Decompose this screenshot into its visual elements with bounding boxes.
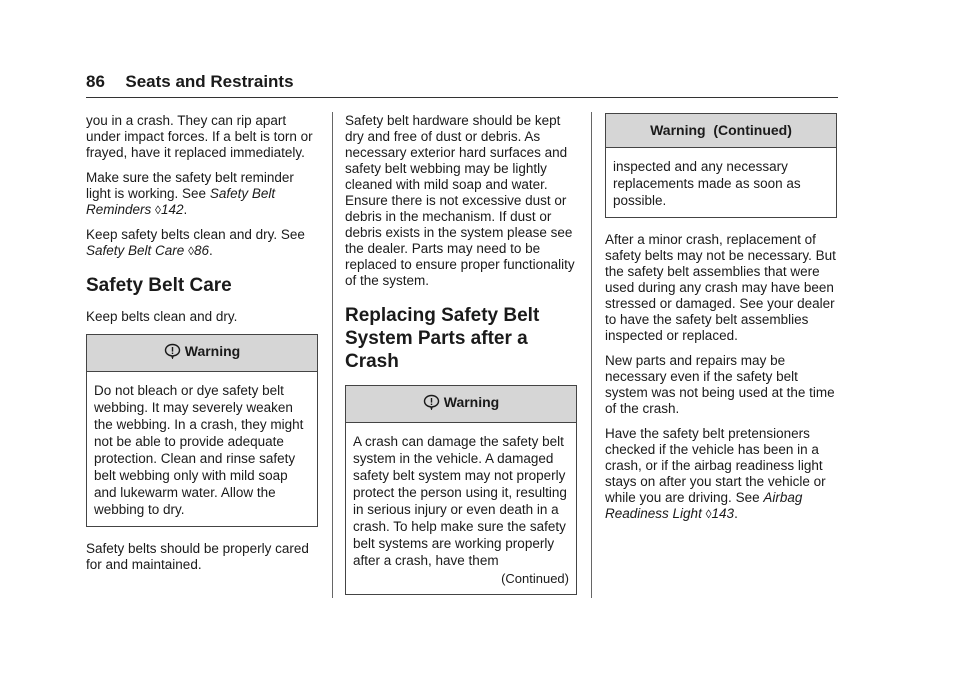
page-ref[interactable]: 86 <box>194 243 210 258</box>
paragraph: Safety belt hardware should be kept dry and free of dust or debris. As necessary exterior hard surfaces and safety belt webbing may be lightly cleaned with mild soap and water. Ensure there is not excessive dust or debris in the mechanism. If dust or debris exists in the system please see the dealer. Parts may need to be replaced to ensure proper functionality of the system. <box>345 113 575 288</box>
warning-body: inspected and any necessary replacements made as soon as possible. <box>613 159 801 208</box>
paragraph: New parts and repairs may be necessary even if the safety belt system was not being used at the time of the crash. <box>605 353 835 416</box>
warning-title: Warning (Continued) <box>650 122 792 138</box>
paragraph: you in a crash. They can rip apart under impact forces. If a belt is torn or frayed, have it replaced immediately. <box>86 113 313 160</box>
header-rule <box>86 97 838 98</box>
warning-header <box>346 386 576 423</box>
warning-header <box>606 114 836 148</box>
section-heading: Safety Belt Care <box>86 275 232 296</box>
warning-box-continued <box>605 113 837 218</box>
column-1 <box>86 113 318 582</box>
warning-header <box>87 335 317 372</box>
page-number: 86 <box>86 72 105 91</box>
page-ref[interactable]: 142 <box>160 202 184 217</box>
column-2 <box>345 113 577 609</box>
paragraph-clean: Keep safety belts clean and dry. See Safety Belt Care ◊86. <box>86 227 305 258</box>
page-ref[interactable]: 143 <box>711 506 735 521</box>
warning-body: Do not bleach or dye safety belt webbing. It may severely weaken the webbing. In a crash, they might not be able to provide adequate protection. Clean and rinse safety belt webbing only with mild soap and lukewarm water. Allow the webbing to dry. <box>94 383 304 517</box>
cross-reference-link[interactable]: Airbag Readiness Light <box>605 490 803 521</box>
continued-label: (Continued) <box>501 571 569 586</box>
warning-icon <box>423 394 440 413</box>
page-ref-icon: ◊ <box>155 203 161 217</box>
warning-body: A crash can damage the safety belt system in the vehicle. A damaged safety belt system may not properly protect the person using it, resulting in serious injury or even death in a crash. To help make sure the safety belt systems are working properly after a crash, have them (Continued) <box>353 434 569 586</box>
page-ref-icon: ◊ <box>188 244 194 258</box>
paragraph-pretensioners: Have the safety belt pretensioners checked if the vehicle has been in a crash, or if the airbag readiness light stays on after you start the vehicle or while you are driving. See Airbag Readiness Light ◊143. <box>605 426 826 521</box>
warning-icon <box>164 343 181 362</box>
paragraph-reminder: Make sure the safety belt reminder light is working. See Safety Belt Reminders ◊142. <box>86 170 294 217</box>
paragraph: After a minor crash, replacement of safety belts may not be necessary. But the safety belt assemblies that were used during any crash may have been stressed or damaged. See your dealer to have the safety belt assemblies inspected or replaced. <box>605 232 836 343</box>
warning-box <box>86 334 318 527</box>
paragraph: Keep belts clean and dry. <box>86 309 238 324</box>
paragraph: Safety belts should be properly cared for and maintained. <box>86 541 309 572</box>
warning-title: Warning <box>184 343 241 360</box>
warning-title: Warning <box>443 394 500 411</box>
cross-reference-link[interactable]: Safety Belt Reminders <box>86 186 276 217</box>
page-ref-icon: ◊ <box>705 507 712 521</box>
cross-reference-link[interactable]: Safety Belt Care <box>86 243 185 258</box>
section-title: Seats and Restraints <box>125 72 294 91</box>
column-divider-1 <box>332 112 333 598</box>
column-divider-2 <box>591 112 592 598</box>
page-header <box>86 72 838 96</box>
column-3 <box>605 113 837 531</box>
warning-box <box>345 385 577 595</box>
section-heading: Replacing Safety Belt System Parts after a Crash <box>345 305 540 372</box>
